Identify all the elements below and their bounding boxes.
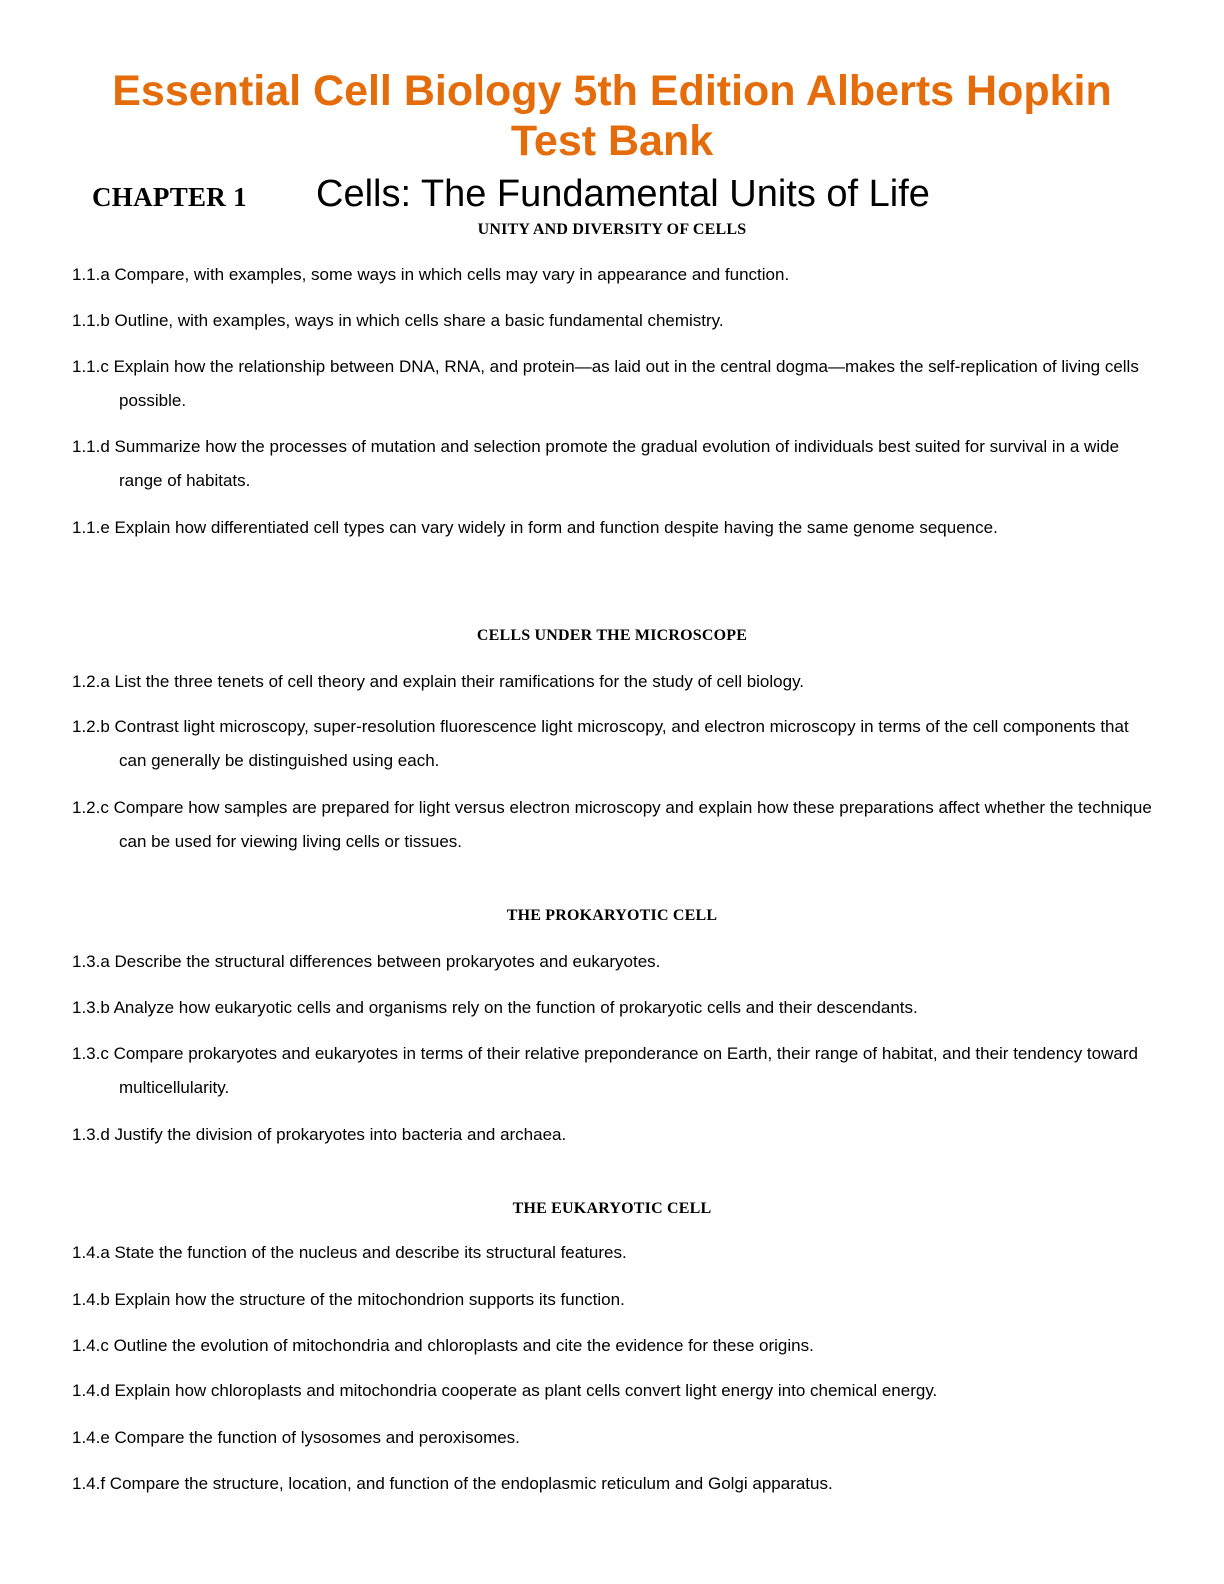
chapter-title: Cells: The Fundamental Units of Life [316,173,930,215]
objective-1-1-a: 1.1.a Compare, with examples, some ways in which cells may vary in appearance and function. [72,265,790,284]
section-heading-prokaryotic: THE PROKARYOTIC CELL [506,907,718,924]
chapter-label: CHAPTER 1 [92,182,247,212]
objective-1-4-c: 1.4.c Outline the evolution of mitochondria and chloroplasts and cite the evidence for these origins. [72,1336,814,1355]
objective-1-2-c: 1.2.c Compare how samples are prepared for light versus electron microscopy and explain how these preparations affect whether the technique can be used for viewing living cells or tissues. [72,798,1152,851]
objective-1-4-f: 1.4.f Compare the structure, location, and function of the endoplasmic reticulum and Golgi apparatus. [72,1474,833,1493]
objective-1-1-d: 1.1.d Summarize how the processes of mutation and selection promote the gradual evolution of individuals best suited for survival in a wide range of habitats. [72,437,1120,490]
document-title [0,66,1224,166]
document-title-line-1: Essential Cell Biology 5th Edition Alberts Hopkin [112,67,1112,115]
objective-1-1-c: 1.1.c Explain how the relationship between DNA, RNA, and protein—as laid out in the central dogma—makes the self-replication of living cells possible. [72,357,1139,410]
objective-1-3-b: 1.3.b Analyze how eukaryotic cells and organisms rely on the function of prokaryotic cells and their descendants. [72,998,918,1017]
objective-1-3-c: 1.3.c Compare prokaryotes and eukaryotes in terms of their relative preponderance on Earth, their range of habitat, and their tendency toward multicellularity. [72,1044,1138,1097]
objective-1-1-b: 1.1.b Outline, with examples, ways in which cells share a basic fundamental chemistry. [72,311,724,330]
objective-1-3-d: 1.3.d Justify the division of prokaryotes into bacteria and archaea. [72,1125,567,1144]
objective-1-4-d: 1.4.d Explain how chloroplasts and mitochondria cooperate as plant cells convert light energy into chemical energy. [72,1381,938,1400]
objective-1-4-e: 1.4.e Compare the function of lysosomes and peroxisomes. [72,1428,520,1447]
objective-1-2-b: 1.2.b Contrast light microscopy, super-resolution fluorescence light microscopy, and electron microscopy in terms of the cell components that can generally be distinguished using each. [72,717,1129,770]
objective-1-4-a: 1.4.a State the function of the nucleus and describe its structural features. [72,1243,627,1262]
objective-1-4-b: 1.4.b Explain how the structure of the mitochondrion supports its function. [72,1290,625,1309]
objective-1-3-a: 1.3.a Describe the structural differences between prokaryotes and eukaryotes. [72,952,661,971]
objective-1-2-a: 1.2.a List the three tenets of cell theory and explain their ramifications for the study of cell biology. [72,672,805,691]
objective-1-1-e: 1.1.e Explain how differentiated cell types can vary widely in form and function despite having the same genome sequence. [72,518,998,537]
section-heading-microscope: CELLS UNDER THE MICROSCOPE [476,627,748,644]
section-heading-eukaryotic: THE EUKARYOTIC CELL [512,1200,712,1217]
chapter-heading [0,170,1224,220]
section-heading-unity-diversity: UNITY AND DIVERSITY OF CELLS [477,221,747,238]
document-title-line-2: Test Bank [510,117,714,165]
